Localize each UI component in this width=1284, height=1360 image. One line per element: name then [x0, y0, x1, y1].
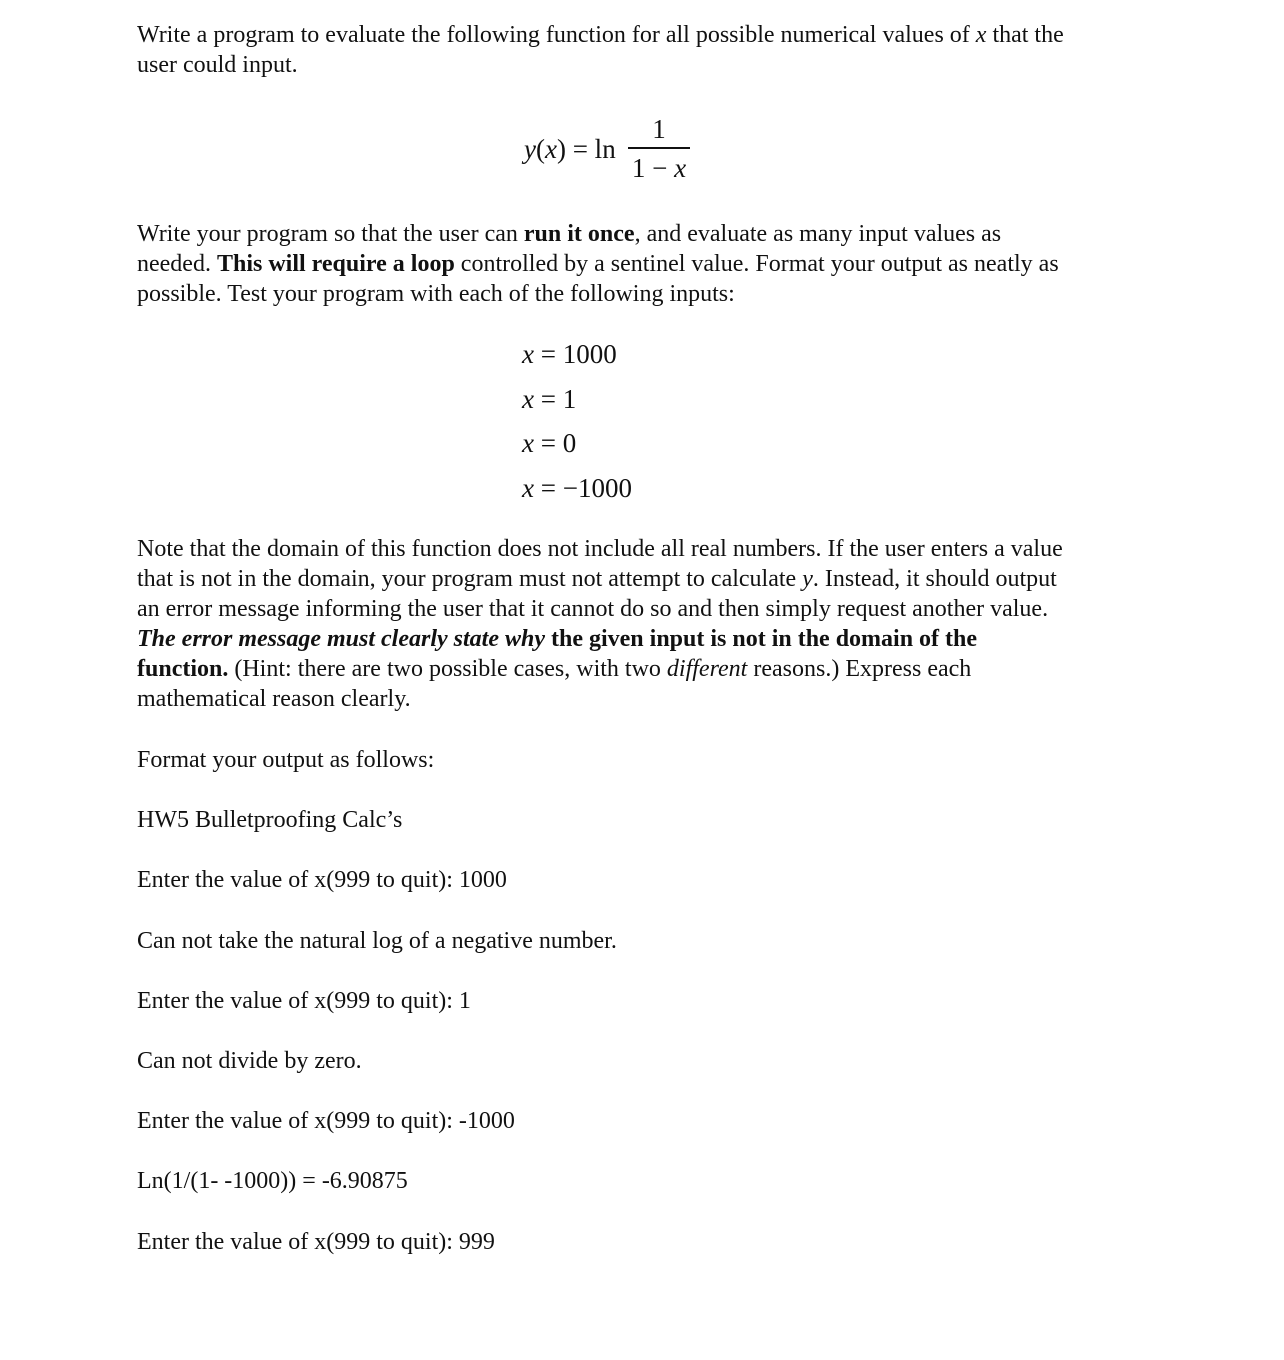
- intro-paragraph: [137, 20, 1137, 80]
- formula-denominator: 1 − x: [631, 152, 687, 183]
- sample-output-title: HW5 Bulletproofing Calc’s: [137, 807, 403, 833]
- note-line-5: function. (Hint: there are two possible cases, with two different reasons.) Express each: [137, 656, 972, 682]
- fraction-bar: [628, 147, 690, 149]
- sample-output-line: Enter the value of x(999 to quit): 999: [137, 1229, 495, 1255]
- test-input-4: x = −1000: [522, 473, 632, 503]
- note-line-6: mathematical reason clearly.: [137, 686, 411, 712]
- note-line-2: that is not in the domain, your program must not attempt to calculate y. Instead, it should output: [137, 566, 1057, 592]
- note-line-3: an error message informing the user that it cannot do so and then simply request another value.: [137, 596, 1049, 622]
- instructions-line-3: possible. Test your program with each of the following inputs:: [137, 281, 735, 307]
- intro-line-2: user could input.: [137, 52, 298, 78]
- test-input-3: x = 0: [522, 428, 577, 458]
- sample-output-line: Enter the value of x(999 to quit): 1000: [137, 867, 507, 893]
- note-line-4: The error message must clearly state why the given input is not in the domain of the: [137, 626, 978, 652]
- function-formula: [524, 114, 724, 194]
- instructions-paragraph: [137, 219, 1137, 309]
- sample-output-line: Enter the value of x(999 to quit): 1: [137, 988, 471, 1014]
- formula-numerator: 1: [652, 114, 666, 144]
- sample-output-line: Enter the value of x(999 to quit): -1000: [137, 1108, 515, 1134]
- test-input-2: x = 1: [522, 384, 577, 414]
- sample-output-line: Can not divide by zero.: [137, 1048, 362, 1074]
- sample-output-line: Ln(1/(1- -1000)) = -6.90875: [137, 1168, 408, 1194]
- sample-output-line: Can not take the natural log of a negative number.: [137, 928, 617, 954]
- format-label: Format your output as follows:: [137, 747, 435, 773]
- instructions-line-2: needed. This will require a loop controlled by a sentinel value. Format your output as neatly as: [137, 251, 1059, 277]
- instructions-line-1: Write your program so that the user can run it once, and evaluate as many input values as: [137, 221, 1002, 247]
- formula-fraction: [628, 114, 690, 183]
- test-input-1: x = 1000: [522, 339, 617, 369]
- intro-line-1: Write a program to evaluate the following function for all possible numerical values of x that the: [137, 22, 1064, 48]
- note-line-1: Note that the domain of this function does not include all real numbers. If the user enters a value: [137, 536, 1063, 562]
- note-paragraph: [137, 534, 1137, 714]
- formula-lhs: y(x) = ln: [524, 134, 616, 164]
